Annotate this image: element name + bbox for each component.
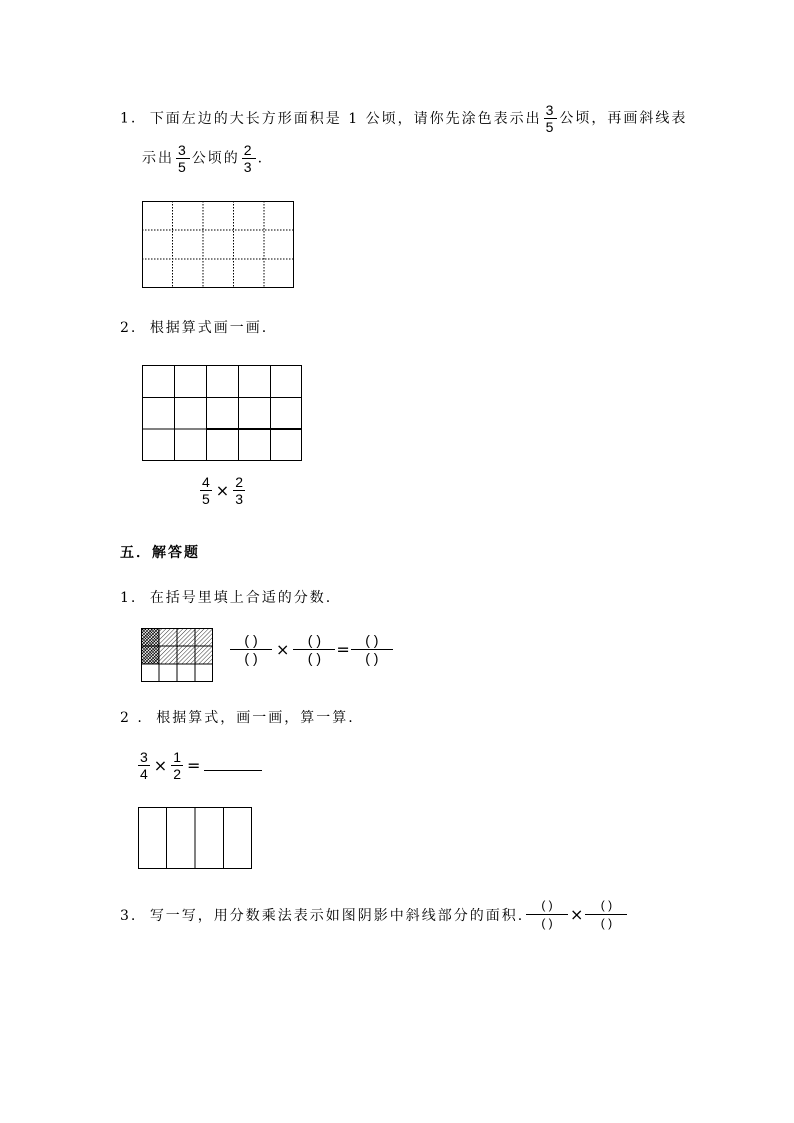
s5q3-answer-fraction-2[interactable]: $\frac{( )}{( )}$ <box>585 897 627 932</box>
s5q3-text: 写一写，用分数乘法表示如图阴影中斜线部分的面积. <box>149 908 525 924</box>
s5q1-equation <box>230 632 393 667</box>
q2-text: 根据算式画一画. <box>149 320 269 336</box>
s5q1-times-sign: × <box>276 640 290 659</box>
q1-fraction-b: $\frac{3}{5}$ <box>178 142 188 175</box>
s5q1-grid <box>141 628 213 682</box>
s5q3-times-sign: × <box>570 905 584 924</box>
q1-text-a: 下面左边的大长方形面积是 1 公顷，请你先涂色表示出 <box>149 110 542 127</box>
q2-line <box>120 317 268 337</box>
s5q2-equals-sign: = <box>187 756 201 775</box>
s5q2-fraction-1: $\frac{3}{4}$ <box>140 749 148 782</box>
q1-text-d: 公顷的 <box>191 150 240 167</box>
s5q3-equation <box>526 897 627 932</box>
q1-fraction-c: $\frac{2}{3}$ <box>243 142 254 175</box>
q1-text-b: 公顷，再画斜线表 <box>559 110 688 127</box>
s5q2-number: 2 . <box>120 710 144 726</box>
q1-line-2 <box>142 142 264 175</box>
s5q2-line <box>120 707 355 727</box>
s5q1-answer-fraction-1[interactable]: $\frac{( )}{( )}$ <box>230 632 272 667</box>
s5q2-times-sign: × <box>153 756 168 775</box>
s5q1-number: 1. <box>120 590 138 606</box>
q2-times-sign: × <box>215 481 230 500</box>
q1-number: 1. <box>120 110 138 127</box>
q2-fraction-1: $\frac{4}{5}$ <box>202 474 210 507</box>
q2-grid <box>142 365 302 461</box>
s5q1-answer-fraction-2[interactable]: $\frac{( )}{( )}$ <box>293 632 335 667</box>
q1-line-1 <box>120 102 687 135</box>
s5q1-text: 在括号里填上合适的分数. <box>149 590 333 606</box>
s5q1-equals-sign: = <box>336 640 350 659</box>
s5q2-answer-blank[interactable] <box>204 760 262 771</box>
q1-grid <box>142 201 294 288</box>
s5q2-fraction-2: $\frac{1}{2}$ <box>173 749 181 782</box>
s5q3-line <box>120 905 524 925</box>
s5q2-rectangle <box>138 807 252 869</box>
q2-expression <box>198 474 247 507</box>
s5q3-answer-fraction-1[interactable]: $\frac{( )}{( )}$ <box>526 897 568 932</box>
q2-number: 2. <box>120 320 138 336</box>
s5q2-text: 根据算式，画一画，算一算. <box>156 710 355 726</box>
q1-fraction-a: $\frac{3}{5}$ <box>545 102 556 135</box>
section-5-title: 五．解答题 <box>120 545 200 561</box>
s5q1-answer-fraction-3[interactable]: $\frac{( )}{( )}$ <box>351 632 393 667</box>
q1-text-c: 示出 <box>142 150 174 167</box>
s5q3-number: 3. <box>120 908 138 924</box>
s5q1-line <box>120 587 332 607</box>
s5q2-expression <box>136 749 262 782</box>
q2-fraction-2: $\frac{2}{3}$ <box>235 474 243 507</box>
q1-text-e: . <box>257 150 265 167</box>
